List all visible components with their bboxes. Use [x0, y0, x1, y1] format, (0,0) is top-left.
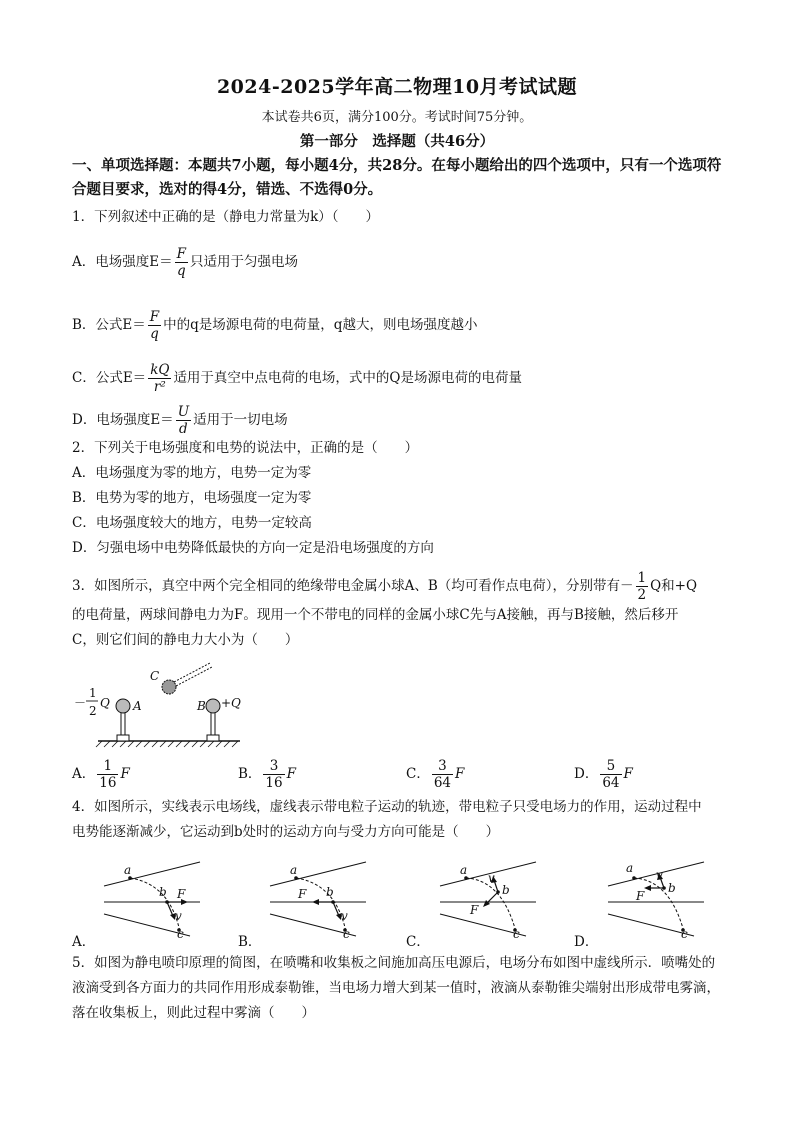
frac-num: 1 [637, 570, 647, 586]
label-c: c [177, 927, 184, 941]
frac-den: 2 [637, 587, 647, 603]
label-half-num: 1 [89, 686, 97, 700]
ball-a [116, 699, 130, 713]
q1-c-prefix: C．公式E＝ [72, 370, 147, 386]
option-unit: F [623, 766, 633, 782]
q1-a-fraction [175, 246, 188, 279]
q1-a-prefix: A．电场强度E＝ [72, 254, 173, 270]
q2-stem: 2．下列关于电场强度和电势的说法中，正确的是（ ） [72, 440, 419, 456]
exam-title: 2024-2025学年高二物理10月考试试题 [216, 76, 578, 98]
label-a: a [626, 861, 634, 875]
part-heading: 第一部分 选择题（共46分） [299, 133, 495, 150]
frac-num: F [176, 246, 186, 262]
q2-option-a: A．电场强度为零的地方，电势一定为零 [72, 465, 312, 481]
q3-line-3: C，则它们间的静电力大小为（ ） [72, 632, 299, 648]
frac-den: 16 [99, 775, 117, 791]
ball-c [162, 680, 176, 694]
label-a: a [460, 863, 468, 877]
label-f: F [177, 887, 186, 901]
q2-option-c: C．电场强度较大的地方，电势一定较高 [72, 515, 312, 531]
q5-text: 5．如图为静电喷印原理的简图，在喷嘴和收集板之间施加高压电源后，电场分布如图中虚线所示．喷嘴处的液滴受到各方面力的共同作用形成泰勒锥，当电场力增大到某一值时，液滴从泰勒锥尖端射出形成带电雾滴，落在收集板上，则此过程中雾滴（ ） [72, 955, 720, 1021]
ball-b [206, 699, 220, 713]
q3-half-fraction [636, 570, 649, 603]
q1-a-suffix: 只适用于匀强电场 [189, 254, 298, 270]
option-fraction [600, 758, 621, 791]
frac-den: 64 [433, 775, 452, 791]
label-v: v [341, 909, 348, 923]
q1-option-d [72, 404, 288, 437]
q1-b-fraction [148, 309, 161, 342]
exam-info: 本试卷共6页，满分100分。考试时间75分钟。 [261, 110, 533, 125]
frac-den: q [150, 326, 159, 342]
label-a: a [290, 863, 298, 877]
option-fraction [432, 758, 453, 791]
stand-b-base [207, 735, 219, 741]
option-label: D． [574, 766, 599, 782]
q1-option-c [72, 362, 522, 395]
label-v: v [488, 871, 495, 885]
q3-line-1 [72, 570, 697, 603]
q1-option-a [72, 246, 298, 279]
q1-b-prefix: B．公式E＝ [72, 317, 146, 333]
label-half-den: 2 [89, 704, 97, 718]
frac-den: 16 [265, 775, 283, 791]
frac-num: 3 [432, 758, 453, 775]
label-f: F [636, 889, 645, 903]
option-label: B． [238, 766, 262, 782]
q1-c-suffix: 适用于真空中点电荷的电场，式中的Q是场源电荷的电荷量 [173, 370, 523, 386]
q3-option-a [72, 758, 130, 791]
option-unit: F [455, 766, 465, 782]
q3-option-b [238, 758, 296, 791]
q3-line-1-suffix: Q和+Q [650, 578, 698, 594]
stand-a-base [117, 735, 129, 741]
ground-hatch [96, 741, 238, 747]
label-b: b [502, 883, 510, 897]
q4-option-c-label: C． [406, 934, 430, 950]
q2-option-b: B．电势为零的地方，电场强度一定为零 [72, 490, 312, 506]
label-c: C [150, 669, 160, 683]
frac-num: 1 [97, 758, 118, 775]
label-v: v [175, 909, 182, 923]
section-instructions: 一、单项选择题：本题共7小题，每小题4分，共28分。在每小题给出的四个选项中，只有一个选项符合题目要求，选对的得4分，错选、不选得0分。 [72, 157, 722, 198]
label-c: c [513, 927, 520, 941]
q3-option-c [406, 758, 464, 791]
label-a: a [124, 863, 132, 877]
q2-option-d: D．匀强电场中电势降低最快的方向一定是沿电场强度的方向 [72, 540, 434, 556]
frac-den: d [179, 421, 188, 437]
frac-den: q [176, 263, 186, 279]
label-minus: － [74, 696, 87, 710]
frac-num: kQ [150, 362, 170, 378]
q4-line-2: 电势能逐渐减少，它运动到b处时的运动方向与受力方向可能是（ ） [72, 824, 500, 840]
frac-num: F [149, 309, 160, 325]
frac-den: 64 [602, 775, 620, 791]
q4-figure-c [436, 858, 546, 941]
label-b: b [668, 881, 676, 895]
q4-option-b-label: B． [238, 934, 262, 950]
frac-num: 3 [263, 758, 284, 775]
label-plus-q: +Q [221, 696, 241, 710]
q1-option-b [72, 309, 477, 342]
q1-d-prefix: D．电场强度E＝ [72, 412, 174, 428]
q1-b-suffix: 中的q是场源电荷的电荷量，q越大，则电场强度越小 [163, 317, 478, 333]
q4-figure-d [604, 858, 714, 941]
label-q: Q [100, 696, 110, 710]
q3-option-d [574, 758, 633, 791]
q1-d-fraction [176, 404, 191, 437]
label-a: A [133, 699, 142, 713]
frac-num: 5 [600, 758, 621, 775]
label-f: F [470, 903, 479, 917]
q3-figure [70, 660, 260, 750]
option-fraction [263, 758, 284, 791]
label-c: c [681, 927, 688, 941]
label-f: F [298, 887, 307, 901]
frac-num: U [177, 404, 190, 420]
q3-line-2: 的电荷量，两球间静电力为F。现用一个不带电的同样的金属小球C先与A接触，再与B接触，然后移开 [72, 607, 679, 623]
label-b: b [326, 885, 334, 899]
q4-line-1: 4．如图所示，实线表示电场线，虚线表示带电粒子运动的轨迹，带电粒子只受电场力的作用，运动过程中 [72, 799, 702, 815]
frac-den: r² [153, 379, 166, 395]
label-c: c [343, 927, 350, 941]
label-v: v [656, 868, 663, 882]
q4-option-a-label: A． [72, 934, 96, 950]
q4-figure-b [266, 858, 376, 941]
q4-figure-a [100, 858, 210, 941]
option-fraction [97, 758, 118, 791]
option-unit: F [286, 766, 296, 782]
option-unit: F [120, 766, 130, 782]
option-label: C． [406, 766, 430, 782]
label-b: B [197, 699, 206, 713]
q1-c-fraction [148, 362, 171, 395]
label-b: b [159, 885, 167, 899]
q1-stem: 1．下列叙述中正确的是（静电力常量为k）（ ） [72, 209, 380, 225]
q3-line-1-prefix: 3．如图所示，真空中两个完全相同的绝缘带电金属小球A、B（均可看作点电荷），分别带有－ [72, 578, 634, 594]
q4-option-d-label: D． [574, 934, 599, 950]
q1-d-suffix: 适用于一切电场 [193, 412, 288, 428]
option-label: A． [72, 766, 96, 782]
